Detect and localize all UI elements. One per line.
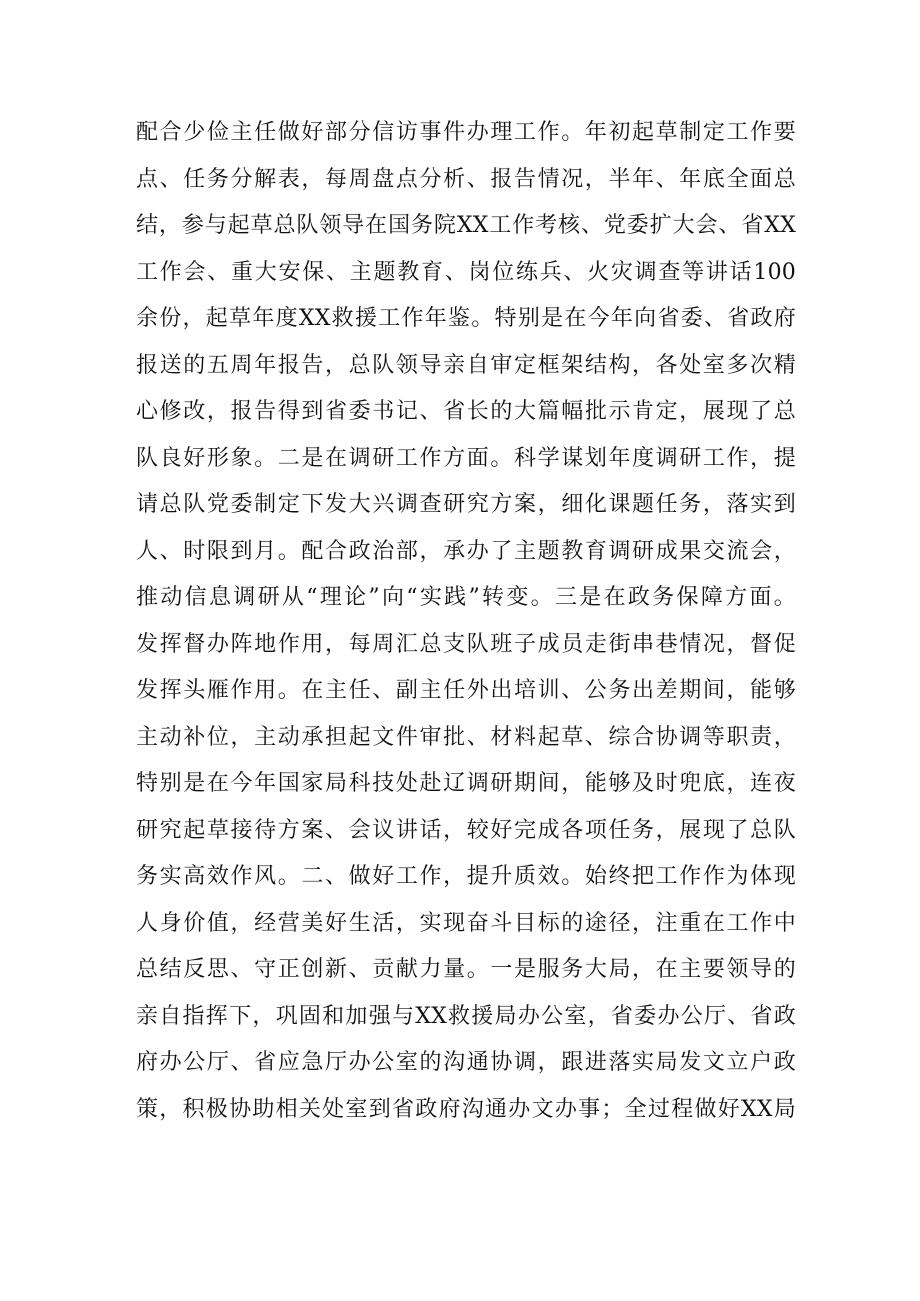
text-line: 人身价值，经营美好生活，实现奋斗目标的途径，注重在工作中 xyxy=(136,910,796,936)
text-line: 队良好形象。二是在调研工作方面。科学谋划年度调研工作，提 xyxy=(136,445,796,471)
text-line: 请总队党委制定下发大兴调查研究方案，细化课题任务，落实到 xyxy=(136,492,796,517)
text-line: 结，参与起草总队领导在国务院XX工作考核、党委扩大会、省XX xyxy=(136,213,796,238)
text-line: 府办公厅、省应急厅办公室的沟通协调，跟进落实局发文立户政 xyxy=(136,1050,796,1075)
text-line: 主动补位，主动承担起文件审批、材料起草、综合协调等职责， xyxy=(136,724,796,750)
text-line: 配合少俭主任做好部分信访事件办理工作。年初起草制定工作要 xyxy=(136,120,796,145)
text-line: 研究起草接待方案、会议讲话，较好完成各项任务，展现了总队 xyxy=(136,817,796,843)
text-line: 工作会、重大安保、主题教育、岗位练兵、火灾调查等讲话100 xyxy=(136,259,796,285)
text-line: 发挥头雁作用。在主任、副主任外出培训、公务出差期间，能够 xyxy=(136,678,796,703)
text-line: 余份，起草年度XX救援工作年鉴。特别是在今年向省委、省政府 xyxy=(136,306,796,331)
text-line: 亲自指挥下，巩固和加强与XX救援局办公室，省委办公厅、省政 xyxy=(136,1003,796,1029)
text-line: 发挥督办阵地作用，每周汇总支队班子成员走街串巷情况，督促 xyxy=(136,631,796,657)
text-line: 策，积极协助相关处室到省政府沟通办文办事；全过程做好XX局 xyxy=(136,1096,796,1122)
text-line: 总结反思、守正创新、贡献力量。一是服务大局，在主要领导的 xyxy=(136,957,796,982)
text-line: 心修改，报告得到省委书记、省长的大篇幅批示肯定，展现了总 xyxy=(136,399,796,424)
text-line: 点、任务分解表，每周盘点分析、报告情况，半年、年底全面总 xyxy=(136,166,796,192)
text-line: 人、时限到月。配合政治部，承办了主题教育调研成果交流会， xyxy=(136,538,796,564)
text-line: 务实高效作风。二、做好工作，提升质效。始终把工作作为体现 xyxy=(136,864,796,889)
body-text xyxy=(136,110,796,1133)
text-line: 特别是在今年国家局科技处赴辽调研期间，能够及时兜底，连夜 xyxy=(136,771,796,796)
text-line: 推动信息调研从“理论”向“实践”转变。三是在政务保障方面。 xyxy=(136,585,796,610)
text-line: 报送的五周年报告，总队领导亲自审定框架结构，各处室多次精 xyxy=(136,352,796,378)
